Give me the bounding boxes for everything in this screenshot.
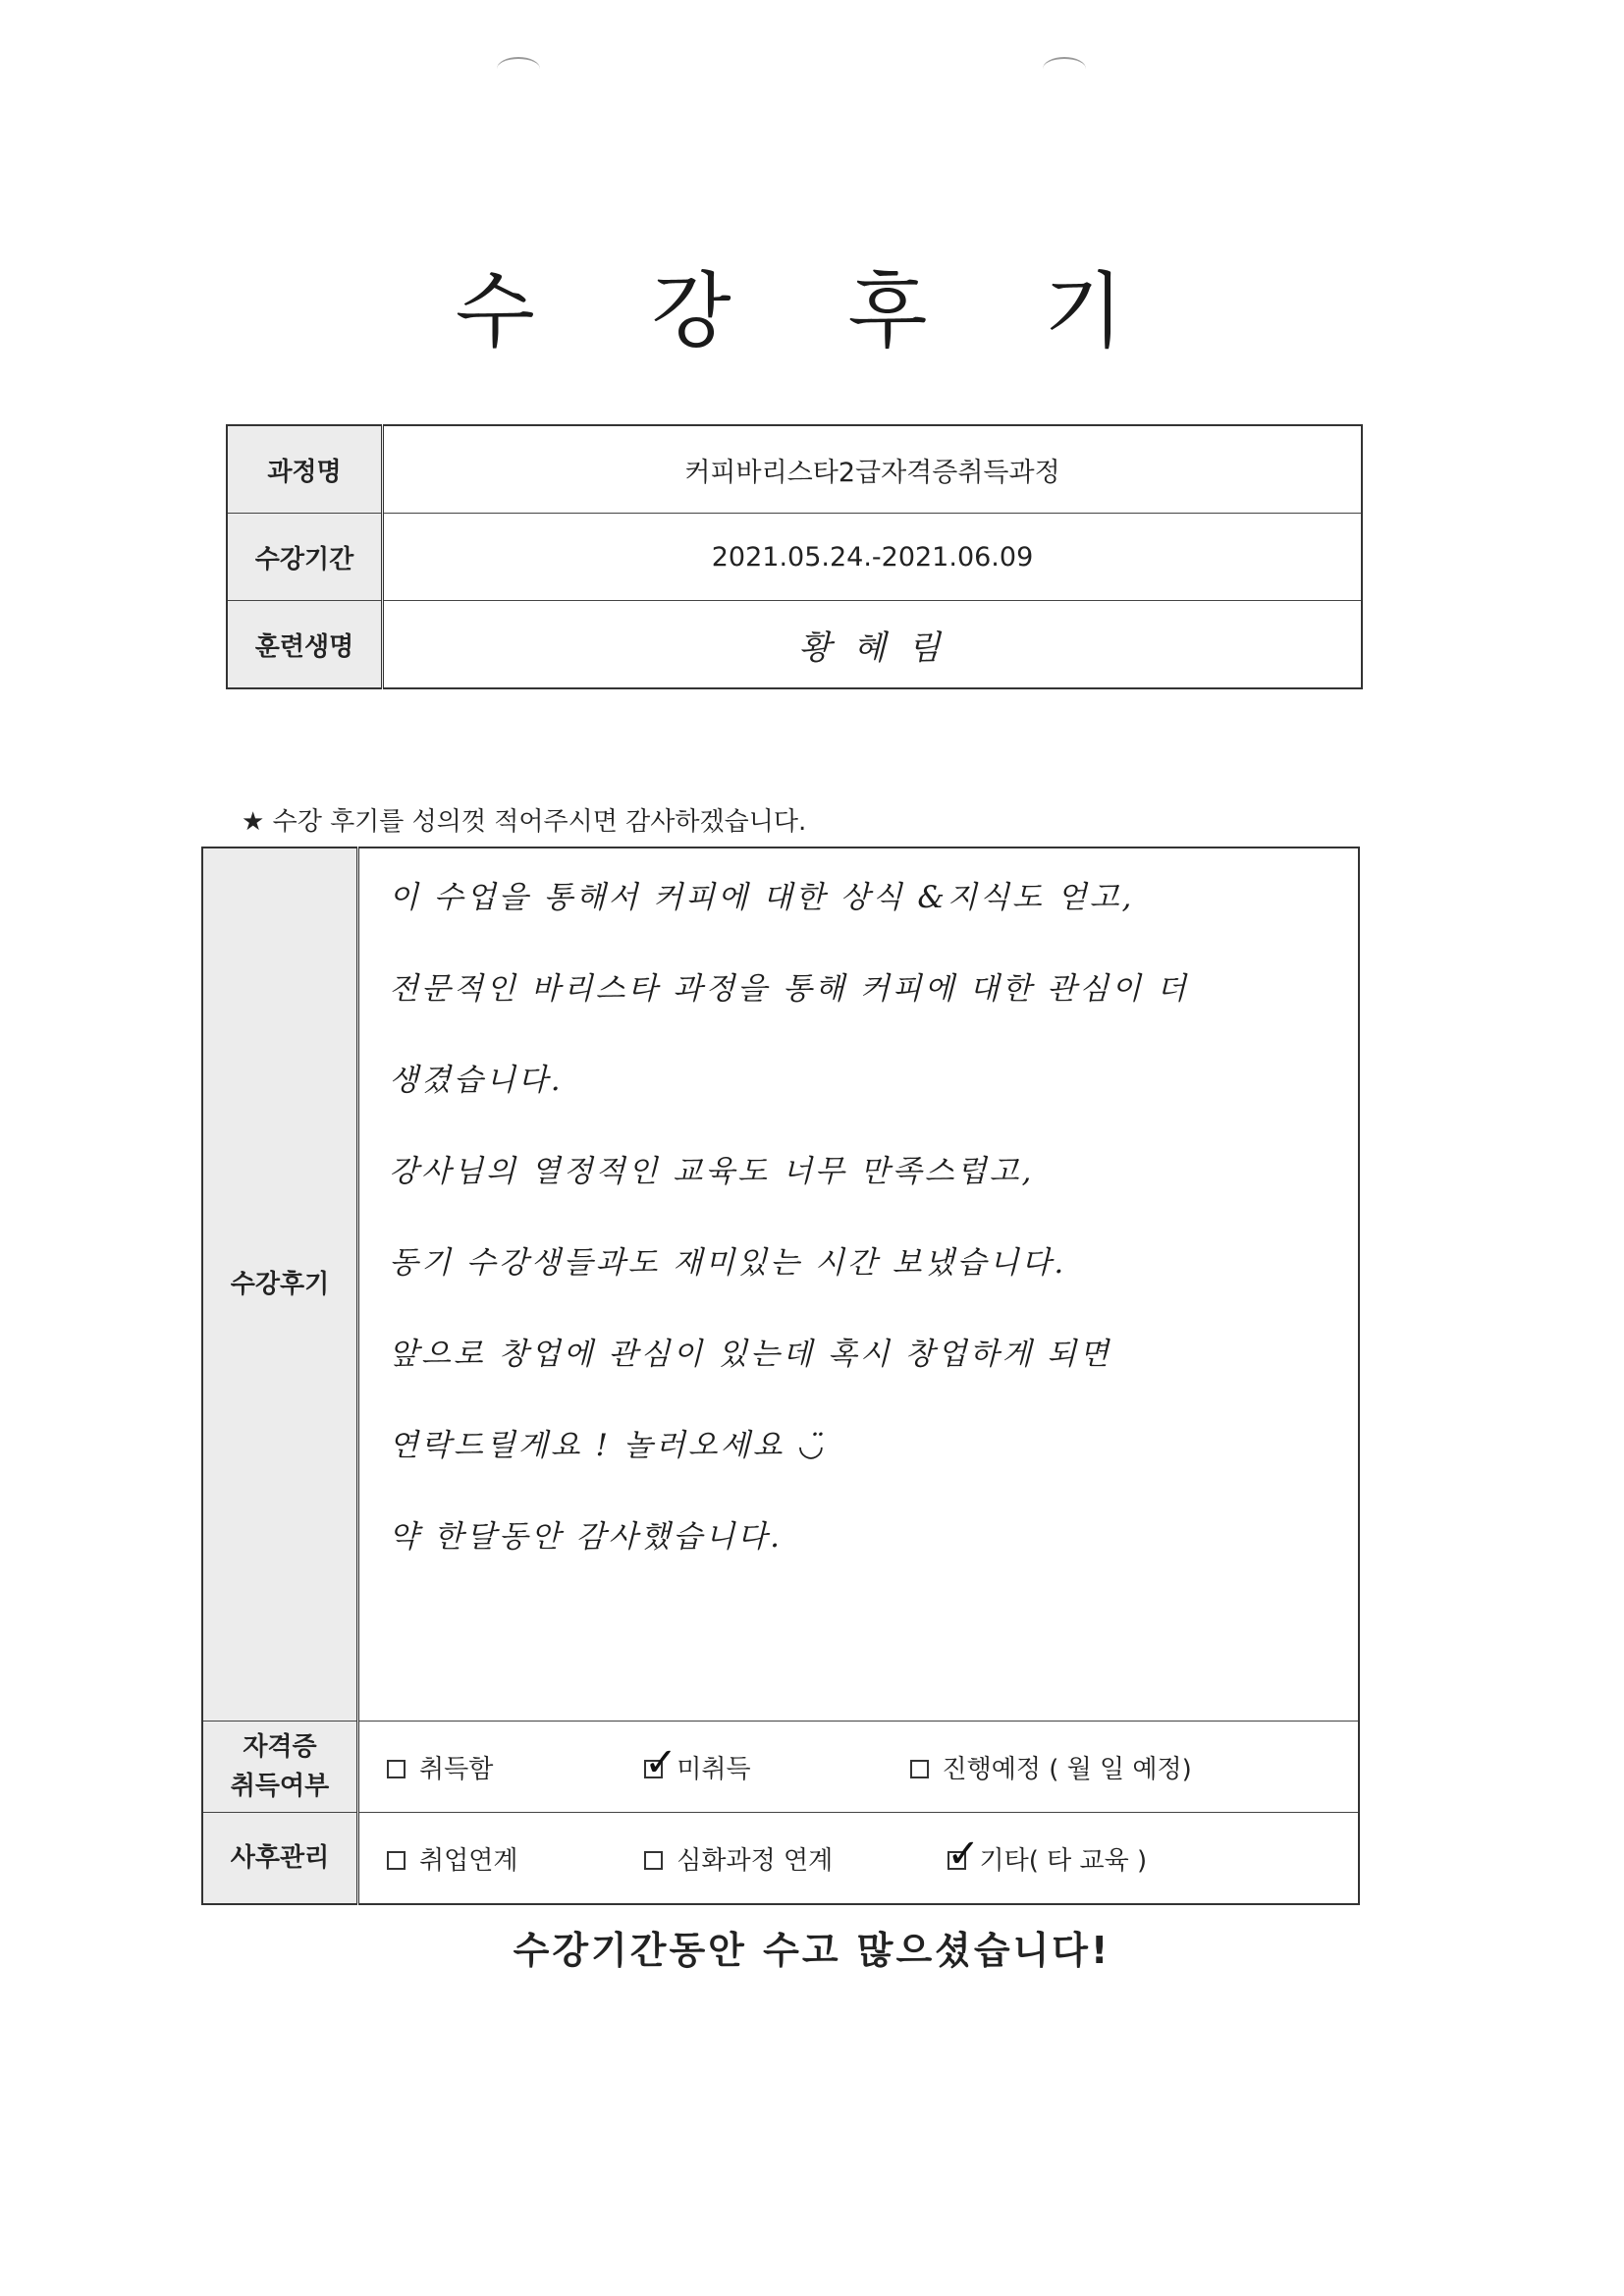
review-line: 연락드릴게요 ! 놀러오세요 ◡̈ [389, 1428, 828, 1463]
document-title: 수 강 후 기 [455, 263, 1169, 359]
certificate-label [202, 1722, 358, 1813]
punch-hole-right [1043, 57, 1086, 81]
checkbox-icon[interactable] [644, 1851, 663, 1870]
aftercare-options [358, 1813, 1360, 1905]
trainee-label: 훈련생명 [227, 601, 383, 689]
certificate-option-acquired[interactable]: 취득함 [387, 1749, 636, 1785]
checkbox-icon[interactable] [387, 1760, 406, 1778]
certificate-options [358, 1722, 1360, 1813]
period-value: 2021.05.24.-2021.06.09 [383, 514, 1363, 601]
checkbox-icon[interactable] [387, 1851, 406, 1870]
instruction-note: ★ 수강 후기를 성의껏 적어주시면 감사하겠습니다. [242, 807, 807, 837]
course-info-table [226, 424, 1363, 689]
footer-message: 수강기간동안 수고 많으셨습니다! [513, 1929, 1111, 1972]
course-value: 커피바리스타2급자격증취득과정 [383, 425, 1363, 514]
aftercare-label: 사후관리 [202, 1813, 358, 1905]
review-line: 동기 수강생들과도 재미있는 시간 보냈습니다. [389, 1245, 1067, 1281]
certificate-row [202, 1722, 1359, 1813]
review-line: 강사님의 열정적인 교육도 너무 만족스럽고, [389, 1154, 1035, 1189]
aftercare-option-advanced-course[interactable]: 심화과정 연계 [644, 1840, 939, 1877]
certificate-label-line2: 취득여부 [230, 1772, 330, 1801]
review-line: 약 한달동안 감사했습니다. [389, 1519, 783, 1555]
punch-hole-left [497, 57, 540, 81]
review-line: 이 수업을 통해서 커피에 대한 상식 &지식도 얻고, [389, 880, 1135, 915]
period-row [227, 514, 1362, 601]
certificate-option-scheduled[interactable]: 진행예정 ( 월 일 예정) [910, 1749, 1192, 1785]
period-label: 수강기간 [227, 514, 383, 601]
review-line: 앞으로 창업에 관심이 있는데 혹시 창업하게 되면 [389, 1337, 1112, 1372]
checked-checkbox-icon[interactable] [947, 1851, 966, 1870]
aftercare-row [202, 1813, 1359, 1905]
course-label: 과정명 [227, 425, 383, 514]
review-line: 전문적인 바리스타 과정을 통해 커피에 대한 관심이 더 [389, 971, 1189, 1007]
review-body [358, 847, 1360, 1722]
aftercare-option-employment[interactable]: 취업연계 [387, 1840, 636, 1877]
review-row [202, 847, 1359, 1722]
trainee-name: 황 혜 림 [383, 601, 1363, 689]
trainee-row [227, 601, 1362, 689]
course-row [227, 425, 1362, 514]
certificate-option-not-acquired[interactable]: ✓ 미취득 [644, 1749, 901, 1785]
review-label: 수강후기 [202, 847, 358, 1722]
checkbox-icon[interactable] [910, 1760, 929, 1778]
review-line: 생겼습니다. [389, 1063, 564, 1098]
checked-checkbox-icon[interactable] [644, 1760, 663, 1778]
aftercare-option-other[interactable]: ✓ 기타( 타 교육 ) [947, 1840, 1148, 1877]
certificate-label-line1: 자격증 [243, 1731, 317, 1762]
review-table [201, 847, 1360, 1905]
